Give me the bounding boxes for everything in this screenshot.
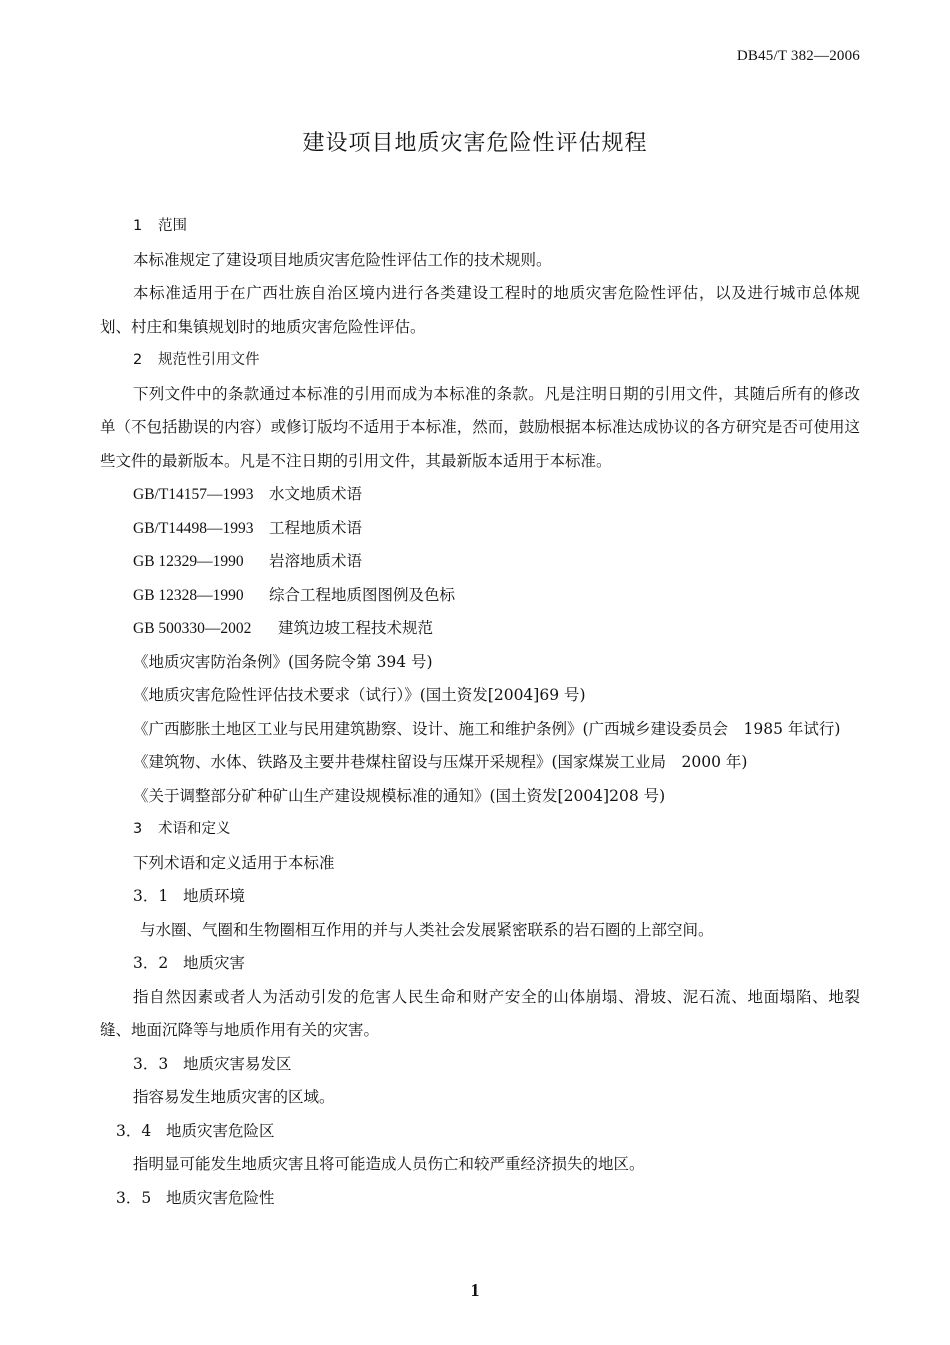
reference-item [100, 512, 860, 546]
term-heading [100, 1115, 860, 1149]
referenced-document: 《地质灾害防治条例》(国务院令第 394 号) [133, 652, 433, 671]
referenced-document: 《建筑物、水体、铁路及主要井巷煤柱留设与压煤开采规程》(国家煤炭工业局 2000 年) [133, 753, 748, 771]
reference-title: 水文地质术语 [269, 485, 363, 503]
reference-title: 工程地质术语 [269, 518, 363, 537]
term-number: 3．1 [133, 887, 169, 905]
paragraph: 本标准适用于在广西壮族自治区境内进行各类建设工程时的地质灾害危险性评估，以及进行城市总体规划、村庄和集镇规划时的地质灾害危险性评估。 [100, 284, 860, 336]
reference-code: GB/T14498—1993 [133, 519, 254, 537]
document-code: DB45/T 382—2006 [736, 48, 860, 64]
section-number: 1 [133, 218, 143, 234]
page-number: 1 [470, 1280, 480, 1300]
section-heading-3 [100, 813, 860, 847]
reference-title: 综合工程地质图图例及色标 [269, 585, 456, 604]
term-title: 地质灾害 [183, 954, 246, 972]
term-number: 3．5 [116, 1188, 152, 1207]
paragraph: 本标准规定了建设项目地质灾害危险性评估工作的技术规则。 [133, 250, 552, 269]
section-heading-1 [100, 210, 860, 244]
referenced-document: 《关于调整部分矿种矿山生产建设规模标准的通知》(国土资发[2004]208 号) [133, 786, 666, 805]
referenced-document: 《广西膨胀土地区工业与民用建筑勘察、设计、施工和维护条例》(广西城乡建设委员会 1985 年试行) [133, 719, 841, 738]
section-heading-2 [100, 344, 860, 378]
reference-code: GB/T14157—1993 [133, 486, 254, 503]
section-number: 2 [133, 352, 143, 368]
term-definition: 指明显可能发生地质灾害且将可能造成人员伤亡和较严重经济损失的地区。 [133, 1155, 645, 1173]
paragraph: 下列文件中的条款通过本标准的引用而成为本标准的条款。凡是注明日期的引用文件，其随后所有的修改单（不包括勘误的内容）或修订版均不适用于本标准，然而，鼓励根据本标准达成协议的各方研究是否可使用这些文件的最新版本。凡是不注日期的引用文件，其最新版本适用于本标准。 [100, 384, 860, 470]
reference-code: GB 12328—1990 [133, 586, 244, 604]
term-number: 3．2 [133, 954, 169, 972]
reference-item [100, 579, 860, 613]
section-title: 规范性引用文件 [158, 352, 260, 368]
reference-item [100, 612, 860, 646]
reference-item [100, 478, 860, 512]
reference-code: GB 12329—1990 [133, 553, 244, 570]
term-title: 地质灾害危险性 [166, 1188, 275, 1207]
document-title: 建设项目地质灾害危险性评估规程 [302, 131, 648, 156]
reference-item [100, 545, 860, 579]
term-number: 3．3 [133, 1054, 169, 1073]
term-definition: 指自然因素或者人为活动引发的危害人民生命和财产安全的山体崩塌、滑坡、泥石流、地面塌陷、地裂缝、地面沉降等与地质作用有关的灾害。 [100, 987, 860, 1039]
term-number: 3．4 [116, 1121, 152, 1140]
term-title: 地质环境 [183, 887, 246, 905]
section-number: 3 [133, 821, 143, 837]
section-title: 范围 [158, 218, 187, 234]
document-body [100, 210, 860, 1215]
reference-title: 岩溶地质术语 [269, 552, 363, 570]
referenced-document: 《地质灾害危险性评估技术要求（试行）》(国土资发[2004]69 号) [133, 686, 586, 704]
term-title: 地质灾害危险区 [166, 1121, 275, 1140]
section-title: 术语和定义 [158, 821, 231, 837]
term-heading [100, 1182, 860, 1216]
term-heading [100, 947, 860, 981]
term-title: 地质灾害易发区 [183, 1054, 292, 1073]
term-heading [100, 880, 860, 914]
paragraph: 下列术语和定义适用于本标准 [133, 853, 335, 872]
term-definition: 与水圈、气圈和生物圈相互作用的并与人类社会发展紧密联系的岩石圈的上部空间。 [140, 920, 714, 939]
term-definition: 指容易发生地质灾害的区域。 [133, 1088, 335, 1106]
reference-code: GB 500330—2002 [133, 620, 252, 637]
term-heading [100, 1048, 860, 1082]
reference-title: 建筑边坡工程技术规范 [278, 619, 434, 637]
